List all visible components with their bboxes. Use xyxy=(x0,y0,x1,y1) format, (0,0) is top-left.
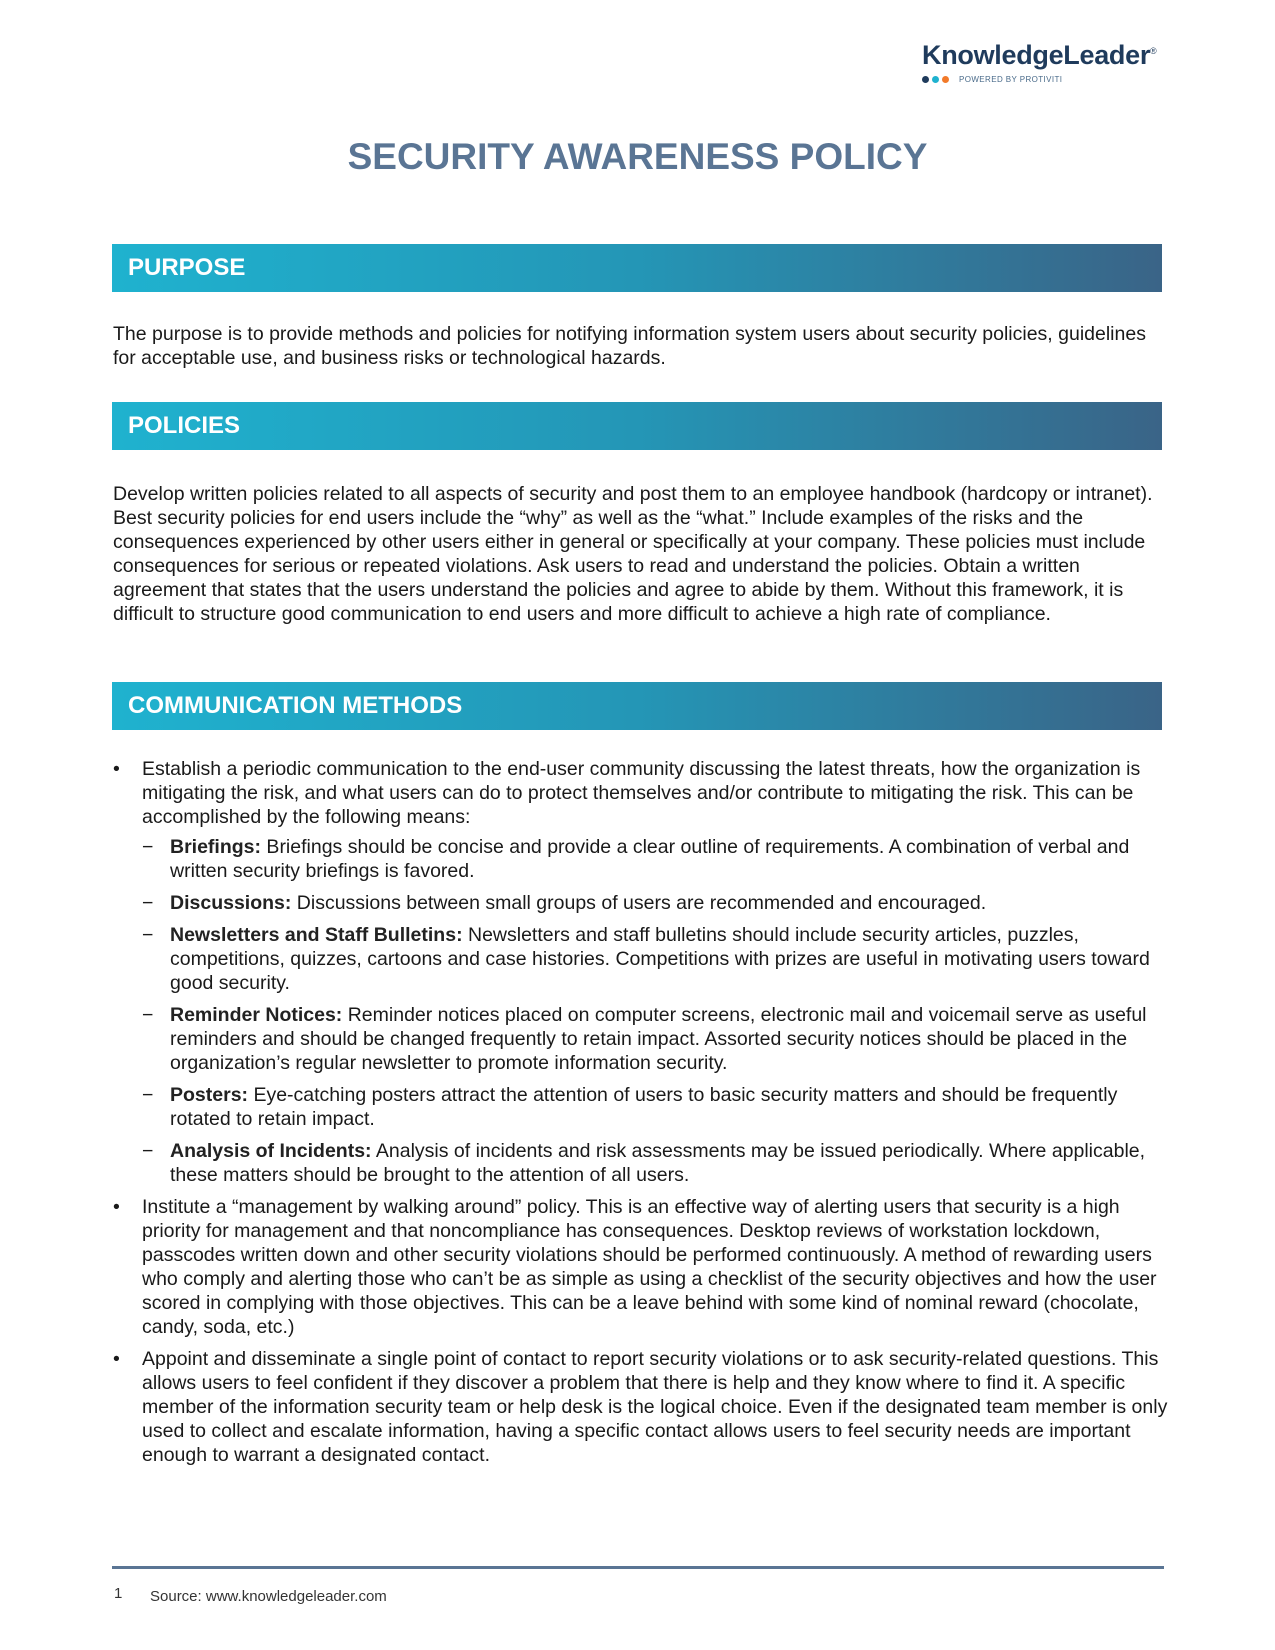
sub-item-text: Eye-catching posters attract the attention of users to basic security matters and should be frequently rotated to retain impact. xyxy=(170,1084,1118,1130)
logo-wordmark xyxy=(922,40,1162,71)
communication-methods-list xyxy=(113,757,1168,1475)
list-item-text: Institute a “management by walking around” policy. This is an effective way of alerting users that security is a high priority for management and that noncompliance has consequences. Desktop reviews of workstation lockdown, passcodes written down and other security violations should be performed continuously. A method of rewarding users who comply and alerting those who can’t be as simple as using a checklist of the security objectives and how the user scored in complying with those objectives. This can be a leave behind with some kind of nominal reward (chocolate, candy, soda, etc.) xyxy=(142,1196,1157,1338)
bullet-icon: • xyxy=(113,1196,120,1218)
policies-paragraph: Develop written policies related to all aspects of security and post them to an employee handbook (hardcopy or intranet). Best security policies for end users include the “why” as well as the “what.” Include examples of the risks and the consequences experienced by other users either in general or specifically at your company. These policies must include consequences for serious or repeated violations. Ask users to read and understand the policies. Obtain a written agreement that states that the users understand the policies and agree to abide by them. Without this framework, it is difficult to structure good communication to end users and more difficult to achieve a high rate of compliance. xyxy=(113,483,1153,625)
list-item-text: Establish a periodic communication to the end-user community discussing the latest threats, how the organization is mitigating the risk, and what users can do to protect themselves and/or contribute to mitigating the risk. This can be accomplished by the following means: xyxy=(142,758,1141,828)
list-item-text: Appoint and disseminate a single point of contact to report security violations or to ask security-related questions. This allows users to feel confident if they discover a problem that there is help and they know where to find it. A specific member of the information security team or help desk is the logical choice. Even if the designated team member is only used to collect and escalate information, having a specific contact allows users to feel security needs are important enough to warrant a designated contact. xyxy=(142,1348,1168,1466)
sub-item-text: Reminder notices placed on computer screens, electronic mail and voicemail serve as useful reminders and should be changed frequently to retain impact. Assorted security notices should be placed in the organization’s regular newsletter to promote information security. xyxy=(170,1004,1147,1074)
dash-icon: − xyxy=(142,924,154,946)
page-title: SECURITY AWARENESS POLICY xyxy=(347,136,928,177)
sub-list-item-posters xyxy=(142,1083,1168,1131)
list-item xyxy=(113,757,1168,1187)
list-item xyxy=(113,1347,1168,1467)
section-heading-purpose: PURPOSE xyxy=(112,244,1162,292)
logo-dot-3 xyxy=(942,76,949,83)
sub-item-text: Discussions between small groups of users are recommended and encouraged. xyxy=(291,892,987,914)
bullet-icon: • xyxy=(113,1348,120,1370)
logo-registered-mark: ® xyxy=(1150,46,1157,56)
section-heading-policies: POLICIES xyxy=(112,402,1162,450)
dash-icon: − xyxy=(142,1140,154,1162)
sub-item-text: Newsletters and staff bulletins should include security articles, puzzles, competitions, quizzes, cartoons and case histories. Competitions with prizes are useful in motivating users toward good security. xyxy=(170,924,1150,994)
sub-item-label: Briefings: xyxy=(170,836,262,858)
source-credit: Source: www.knowledgeleader.com xyxy=(150,1588,387,1605)
sub-list-item-briefings xyxy=(142,835,1168,883)
sub-item-label: Newsletters and Staff Bulletins: xyxy=(170,924,463,946)
logo-name-text: KnowledgeLeader xyxy=(922,40,1151,70)
logo-dot-2 xyxy=(932,76,939,83)
section-heading-communication-methods: COMMUNICATION METHODS xyxy=(112,682,1162,730)
dash-icon: − xyxy=(142,1004,154,1026)
knowledgeleader-logo xyxy=(922,40,1162,84)
sub-item-label: Analysis of Incidents: xyxy=(170,1140,372,1162)
sub-list-item-reminder-notices xyxy=(142,1003,1168,1075)
sub-list-item-analysis-of-incidents xyxy=(142,1139,1168,1187)
bullet-icon: • xyxy=(113,758,120,780)
sub-item-text: Briefings should be concise and provide a clear outline of requirements. A combination of verbal and written security briefings is favored. xyxy=(170,836,1130,882)
list-item xyxy=(113,1195,1168,1339)
dash-icon: − xyxy=(142,1084,154,1106)
sub-list xyxy=(142,835,1168,1187)
sub-item-label: Discussions: xyxy=(170,892,292,914)
sub-item-text: Analysis of incidents and risk assessments may be issued periodically. Where applicable, these matters should be brought to the attention of all users. xyxy=(170,1140,1146,1186)
logo-dot-1 xyxy=(922,76,929,83)
dash-icon: − xyxy=(142,892,154,914)
logo-subline xyxy=(922,75,1162,84)
dash-icon: − xyxy=(142,836,154,858)
logo-dots-icon xyxy=(922,76,949,83)
sub-list-item-discussions xyxy=(142,891,1168,915)
sub-item-label: Posters: xyxy=(170,1084,249,1106)
purpose-paragraph: The purpose is to provide methods and policies for notifying information system users about security policies, guidelines for acceptable use, and business risks or technological hazards. xyxy=(113,323,1146,369)
sub-list-item-newsletters xyxy=(142,923,1168,995)
page-number: 1 xyxy=(114,1585,123,1602)
footer-divider xyxy=(112,1566,1164,1569)
logo-tagline: POWERED BY PROTIVITI xyxy=(959,75,1063,84)
sub-item-label: Reminder Notices: xyxy=(170,1004,343,1026)
